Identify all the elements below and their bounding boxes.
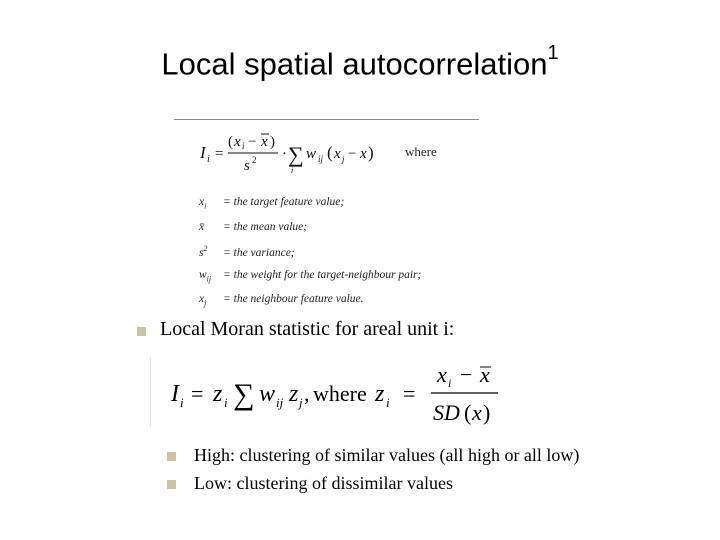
svg-text:x: x xyxy=(261,134,268,150)
definition-row xyxy=(199,265,421,290)
definition-row xyxy=(199,238,421,264)
definition-symbol: $x_i$ xyxy=(199,196,207,211)
svg-text:j: j xyxy=(299,395,303,410)
svg-text:w: w xyxy=(259,381,276,407)
svg-text:i: i xyxy=(448,376,452,390)
local-moran-heading: Local Moran statistic for areal unit i: xyxy=(160,318,455,340)
svg-text:i: i xyxy=(291,166,294,175)
svg-text:2: 2 xyxy=(252,155,257,165)
svg-text:I: I xyxy=(171,381,179,407)
svg-text:z: z xyxy=(375,381,385,407)
svg-text:,: , xyxy=(304,381,310,406)
svg-text:): ) xyxy=(483,400,491,425)
svg-text:−: − xyxy=(248,134,257,150)
svg-text:x: x xyxy=(234,134,241,150)
definition-text: = the mean value; xyxy=(223,220,308,233)
definition-text: = the variance; xyxy=(223,247,295,260)
svg-text:j: j xyxy=(342,154,345,164)
svg-text:): ) xyxy=(270,134,275,150)
definition-row xyxy=(199,217,421,239)
svg-text:∑: ∑ xyxy=(233,378,255,411)
svg-text:x: x xyxy=(334,146,341,162)
definition-text: = the target feature value; xyxy=(223,196,345,208)
definition-symbol: $x_j$ xyxy=(199,293,207,308)
where-label-2: where xyxy=(313,381,367,406)
svg-text:(: ( xyxy=(228,134,233,150)
svg-text:∑: ∑ xyxy=(288,142,304,167)
slide-title xyxy=(0,42,720,82)
formula-margin-line xyxy=(150,357,151,427)
svg-text:i: i xyxy=(180,395,184,410)
svg-text:i: i xyxy=(242,141,245,151)
definition-row xyxy=(199,192,421,217)
bullet-marker xyxy=(167,452,176,461)
svg-text:z: z xyxy=(289,381,299,407)
svg-text:=: = xyxy=(191,381,204,406)
bullet-marker xyxy=(137,327,146,336)
svg-text:x: x xyxy=(360,146,367,162)
svg-text:−: − xyxy=(460,362,473,387)
svg-text:−: − xyxy=(348,146,357,162)
svg-text:z: z xyxy=(213,381,223,407)
definitions-list xyxy=(199,192,421,314)
svg-text:i: i xyxy=(386,395,390,410)
bullet-text: High: clustering of similar values (all high or all low) xyxy=(194,445,580,465)
svg-text:x: x xyxy=(480,362,490,387)
divider-rule xyxy=(174,119,479,120)
local-moran-formula xyxy=(165,360,510,426)
svg-text:=: = xyxy=(403,381,416,406)
svg-text:ij: ij xyxy=(318,154,324,164)
definition-row xyxy=(199,289,421,314)
bullet-marker xyxy=(167,480,176,489)
definition-symbol: x̄ xyxy=(199,220,205,233)
svg-text:I: I xyxy=(200,143,206,162)
svg-text:=: = xyxy=(215,146,224,162)
svg-text:x: x xyxy=(472,400,482,425)
slide-title-superscript: 1 xyxy=(547,42,559,64)
svg-text:SD: SD xyxy=(433,400,460,425)
svg-text:): ) xyxy=(368,143,374,162)
svg-text:ij: ij xyxy=(276,395,284,410)
definition-symbol: $w_{ij}$ xyxy=(199,268,212,283)
svg-text:(: ( xyxy=(464,400,472,425)
svg-text:s: s xyxy=(244,158,250,174)
bullet-text: Low: clustering of dissimilar values xyxy=(194,473,453,493)
svg-text:i: i xyxy=(224,395,228,410)
definition-symbol: $s^2$ xyxy=(199,244,208,260)
svg-text:i: i xyxy=(207,154,210,165)
slide-title-text: Local spatial autocorrelation xyxy=(161,46,548,82)
definition-text: = the neighbour feature value. xyxy=(223,293,364,306)
svg-text:(: ( xyxy=(327,143,333,162)
svg-text:w: w xyxy=(306,146,317,162)
definition-text: = the weight for the target-neighbour pair; xyxy=(223,268,422,281)
where-label: where xyxy=(405,144,437,159)
svg-text:x: x xyxy=(437,362,447,387)
svg-text:·: · xyxy=(282,146,287,162)
